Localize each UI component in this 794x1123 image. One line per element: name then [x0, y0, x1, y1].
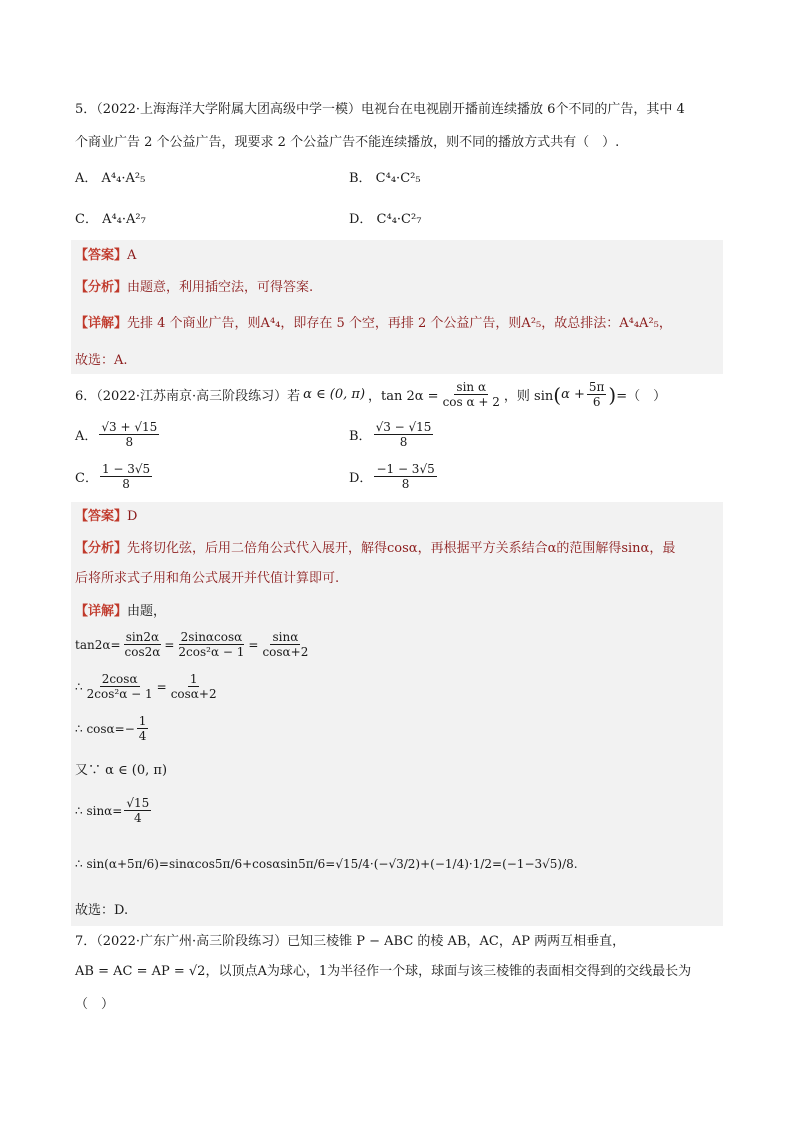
eq-fraction: [176, 630, 246, 659]
q6-choose: 故选：D.: [75, 903, 129, 918]
option-fraction: [100, 462, 152, 491]
q7-stem-line3: （ ）: [75, 997, 115, 1012]
q5-option-b: B． C⁴₄·C²₅: [349, 171, 421, 186]
q6-equation-3: [75, 714, 150, 743]
option-fraction: [99, 420, 159, 449]
q6-option-a: [75, 420, 161, 449]
fraction-numerator: 2cosα: [101, 672, 138, 686]
answer-value: D: [127, 509, 138, 524]
answer-tag: 【答案】: [75, 248, 128, 263]
q5-detail: [75, 315, 672, 333]
q7-stem-line2: AB = AC = AP = √2，以顶点A为球心，1为半径作一个球，球面与该三棱锥的表面相交得到的交线最长为: [75, 964, 692, 979]
q6-option-b: [349, 420, 435, 449]
q5-choose: 故选：A.: [75, 353, 128, 368]
eq-fraction: [137, 714, 149, 743]
detail-tag: 【详解】: [75, 316, 128, 331]
eq-fraction: [124, 796, 151, 825]
fraction-denominator: 4: [133, 811, 142, 825]
q6-answer: [75, 508, 137, 526]
fraction-denominator: cos α + 2: [442, 395, 500, 409]
option-fraction: [374, 420, 434, 449]
detail-tag: 【详解】: [75, 604, 128, 619]
right-paren: ): [608, 382, 617, 407]
eq-fraction: [85, 672, 155, 701]
q6-stem: [75, 380, 666, 409]
analysis-tag: 【分析】: [75, 280, 128, 295]
q5-option-c: C． A⁴₄·A²₇: [75, 212, 146, 227]
left-paren: (: [553, 382, 562, 407]
fraction-numerator: 1 − 3√5: [101, 462, 151, 476]
analysis-tag: 【分析】: [75, 541, 128, 556]
q5-option-a: A． A⁴₄·A²₅: [75, 171, 146, 186]
answer-tag: 【答案】: [75, 509, 128, 524]
detail-text: 先排 4 个商业广告，则A⁴₄，即存在 5 个空，再排 2 个公益广告，则A²₅，故总排法：A⁴₄A²₅，: [127, 316, 672, 331]
option-label: C．: [75, 471, 98, 486]
detail-text: 由题，: [127, 604, 167, 619]
q5-stem-line2: 个商业广告 2 个公益广告，现要求 2 个公益广告不能连续播放，则不同的播放方式共有（ ）.: [75, 135, 620, 150]
q6-stem-arg-fraction: [587, 380, 607, 409]
fraction-numerator: sin2α: [125, 630, 160, 644]
fraction-denominator: 8: [401, 477, 410, 491]
option-label: D．: [349, 471, 373, 486]
q6-stem-end: =（ ）: [616, 389, 667, 404]
fraction-denominator: cosα+2: [170, 687, 217, 701]
q6-analysis-line1: [75, 540, 675, 558]
option-label: A．: [75, 429, 98, 444]
q6-option-c: [75, 462, 154, 491]
eq-fraction: [260, 630, 310, 659]
equals-sign: =: [248, 637, 259, 652]
equals-sign: =: [164, 637, 175, 652]
eq-fraction: [123, 630, 163, 659]
option-label: B．: [349, 429, 372, 444]
fraction-denominator: cosα+2: [262, 645, 309, 659]
q5-option-d: D． C⁴₄·C²₇: [349, 212, 422, 227]
answer-value: A: [127, 248, 137, 263]
fraction-numerator: sin α: [456, 380, 487, 394]
equation-lhs: ∴ cosα=−: [75, 721, 135, 736]
q6-stem-tan: ，tan 2α =: [368, 389, 439, 404]
fraction-denominator: 4: [138, 729, 147, 743]
equation-lhs: ∴ sinα=: [75, 803, 123, 818]
fraction-numerator: √3 + √15: [101, 420, 158, 434]
q5-solution-box: [71, 240, 723, 374]
q5-stem-line1: 5．（2022·上海海洋大学附属大团高级中学一模）电视台在电视剧开播前连续播放 6个不同的广告，其中 4: [75, 102, 685, 117]
fraction-numerator: 1: [189, 672, 198, 686]
fraction-denominator: 8: [399, 435, 408, 449]
q6-stem-condition: α ∈ (0, π): [303, 387, 366, 402]
q6-equation-6: ∴ sin(α+5π/6)=sinαcos5π/6+cosαsin5π/6=√15/4·(−√3/2)+(−1/4)·1/2=(−1−3√5)/8.: [75, 857, 578, 871]
fraction-numerator: −1 − 3√5: [376, 462, 435, 476]
fraction-numerator: √3 − √15: [375, 420, 432, 434]
equals-sign: =: [156, 679, 167, 694]
q6-equation-2: [75, 672, 221, 701]
eq-fraction: [169, 672, 219, 701]
q6-stem-arg: α +: [561, 387, 585, 402]
analysis-text: 先将切化弦，后用二倍角公式代入展开，解得cosα，再根据平方关系结合α的范围解得sinα，最: [127, 541, 676, 556]
q6-equation-5: [75, 796, 153, 825]
fraction-denominator: 6: [592, 395, 601, 409]
fraction-denominator: 2cos²α − 1: [86, 687, 153, 701]
q6-equation-1: [75, 630, 312, 659]
q6-stem-prefix: 6．（2022·江苏南京·高三阶段练习）若: [75, 389, 301, 404]
equation-lhs: tan2α=: [75, 637, 121, 652]
fraction-denominator: 8: [125, 435, 134, 449]
q6-stem-fraction: [441, 380, 502, 409]
q6-analysis-line2: 后将所求式子用和角公式展开并代值计算即可.: [75, 571, 340, 586]
q6-option-d: [349, 462, 439, 491]
fraction-numerator: 5π: [588, 380, 605, 394]
q5-analysis: [75, 279, 313, 297]
therefore-sign: ∴: [75, 679, 83, 694]
fraction-denominator: 8: [122, 477, 130, 491]
analysis-text: 由题意，利用插空法，可得答案.: [127, 280, 314, 295]
fraction-numerator: 1: [138, 714, 147, 728]
fraction-numerator: sinα: [272, 630, 299, 644]
fraction-denominator: cos2α: [124, 645, 161, 659]
fraction-denominator: 2cos²α − 1: [178, 645, 245, 659]
fraction-numerator: 2sinαcosα: [180, 630, 243, 644]
q6-detail: [75, 603, 166, 621]
q5-answer: [75, 247, 136, 265]
q6-equation-4: 又∵ α ∈ (0, π): [75, 763, 168, 778]
q6-stem-mid: ，则 sin: [503, 389, 554, 404]
fraction-numerator: √15: [126, 796, 150, 810]
q7-stem-line1: 7．（2022·广东广州·高三阶段练习）已知三棱锥 P − ABC 的棱 AB，AC，AP 两两互相垂直，: [75, 934, 626, 949]
option-fraction: [374, 462, 436, 491]
